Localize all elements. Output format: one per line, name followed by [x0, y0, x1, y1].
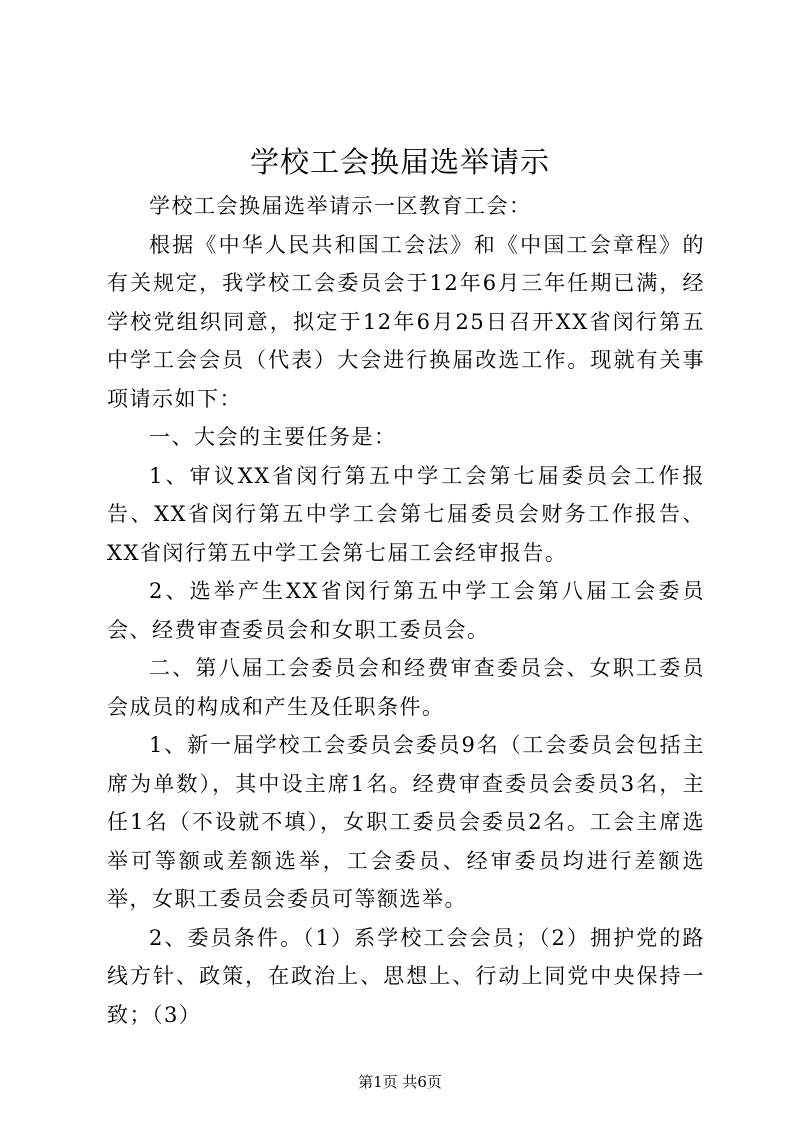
section-heading: 一、大会的主要任务是： — [149, 425, 397, 449]
document-body — [107, 187, 705, 1034]
paragraph: 2、选举产生XX省闵行第五中学工会第八届工会委员会、经费审查委员会和女职工委员会。 — [107, 579, 705, 642]
page-number-footer: 第1页 共6页 — [358, 1073, 442, 1091]
paragraph: 1、新一届学校工会委员会委员9名（工会委员会包括主席为单数），其中设主席1名。经费审查委员会委员3名，主任1名（不设就不填），女职工委员会委员2名。工会主席选举可等额或差额选举，工会委员、经审委员均进行差额选举，女职工委员会委员可等额选举。 — [107, 733, 705, 911]
paragraph: 1、审议XX省闵行第五中学工会第七届委员会工作报告、XX省闵行第五中学工会第七届委员会财务工作报告、XX省闵行第五中学工会第七届工会经审报告。 — [107, 463, 705, 565]
paragraph: 2、委员条件。（1）系学校工会会员；（2）拥护党的路线方针、政策，在政治上、思想上、行动上同党中央保持一致；（3） — [107, 925, 705, 1027]
document-title: 学校工会换届选举请示 — [249, 145, 550, 179]
paragraph: 根据《中华人民共和国工会法》和《中国工会章程》的有关规定，我学校工会委员会于12年6月三年任期已满，经学校党组织同意，拟定于12年6月25日召开XX省闵行第五中学工会会员（代表）大会进行换届改选工作。现就有关事项请示如下： — [107, 232, 705, 411]
paragraph: 学校工会换届选举请示一区教育工会： — [149, 194, 532, 218]
section-heading: 二、第八届工会委员会和经费审查委员会、女职工委员会成员的构成和产生及任职条件。 — [107, 656, 705, 719]
